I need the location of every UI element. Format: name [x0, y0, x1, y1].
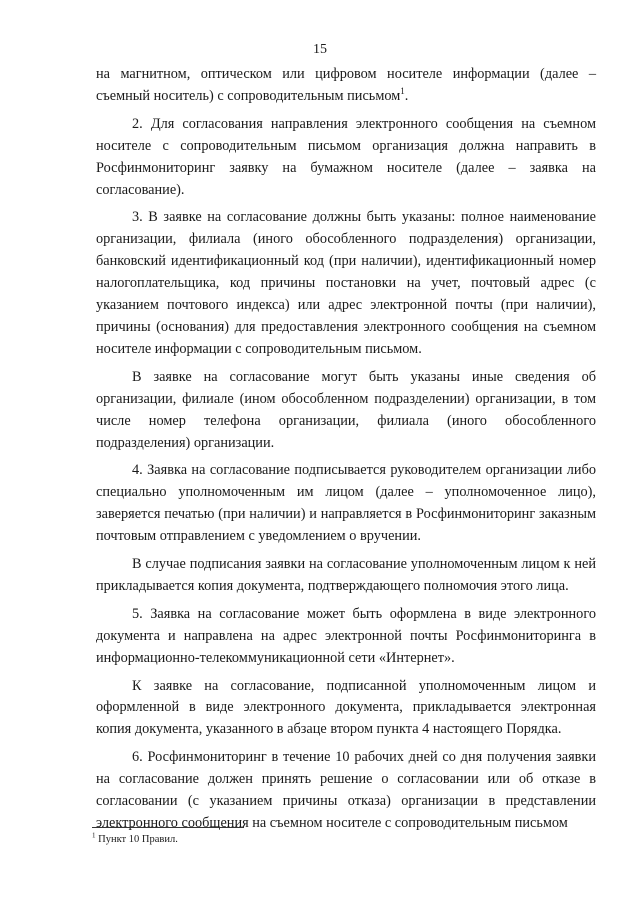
page-number: 15 [313, 42, 327, 57]
footnote-text: Пункт 10 Правил. [98, 834, 178, 845]
footnote-mark: 1 [92, 831, 96, 840]
paragraph-item-2: 2. Для согласования направления электронного сообщения на съемном носителе с сопроводительным письмом организация должна направить в Росфинмониторинг заявку на бумажном носителе (далее – заявка на согласование). [96, 115, 596, 198]
paragraph-item-5-additional: К заявке на согласование, подписанной уполномоченным лицом и оформленной в виде электронного документа, прикладывается электронная копия документа, указанного в абзаце втором пункта 4 настоящего Порядка. [96, 677, 596, 738]
document-body [96, 64, 596, 835]
paragraph-item-5: 5. Заявка на согласование может быть оформлена в виде электронного документа и направлена на адрес электронной почты Росфинмониторинга в информационно-телекоммуникационной сети «Интернет». [96, 605, 596, 666]
paragraph-item-4: 4. Заявка на согласование подписывается руководителем организации либо специально уполномоченным им лицом (далее – уполномоченное лицо), заверяется печатью (при наличии) и направляется в Росфинмониторинг заказным почтовым отправлением с уведомлением о вручении. [96, 462, 596, 545]
paragraph-item-3-additional: В заявке на согласование могут быть указаны иные сведения об организации, филиале (ином обособленном подразделении) организации, в том числе номер телефона организации, филиала (иного обособленного подразделения) организации. [96, 368, 596, 451]
paragraph-text: на магнитном, оптическом или цифровом носителе информации (далее – съемный носитель) с сопроводительным письмом [96, 66, 596, 104]
paragraph-item-4-additional: В случае подписания заявки на согласование уполномоченным лицом к ней прикладывается копия документа, подтверждающего полномочия этого лица. [96, 556, 596, 594]
footnote-reference: 1 [400, 86, 405, 97]
footnote-divider [92, 827, 244, 828]
paragraph-punctuation: . [404, 87, 409, 104]
footnote [92, 831, 178, 845]
paragraph-item-6: 6. Росфинмониторинг в течение 10 рабочих дней со дня получения заявки на согласование должен принять решение о согласовании или об отказе в согласовании (с указанием причины отказа) организации в представлении электронного сообщения на съемном носителе с сопроводительным письмом [96, 749, 596, 831]
paragraph-continuation [96, 64, 596, 108]
paragraph-item-3: 3. В заявке на согласование должны быть указаны: полное наименование организации, филиала (иного обособленного подразделения) организации, банковский идентификационный код (при наличии), идентификационный номер налогоплательщика, код причины постановки на учет, почтовый адрес (с указанием почтового индекса) или адрес электронной почты (при наличии), причины (основания) для предоставления электронного сообщения на съемном носителе информации с сопроводительным письмом. [96, 209, 596, 357]
